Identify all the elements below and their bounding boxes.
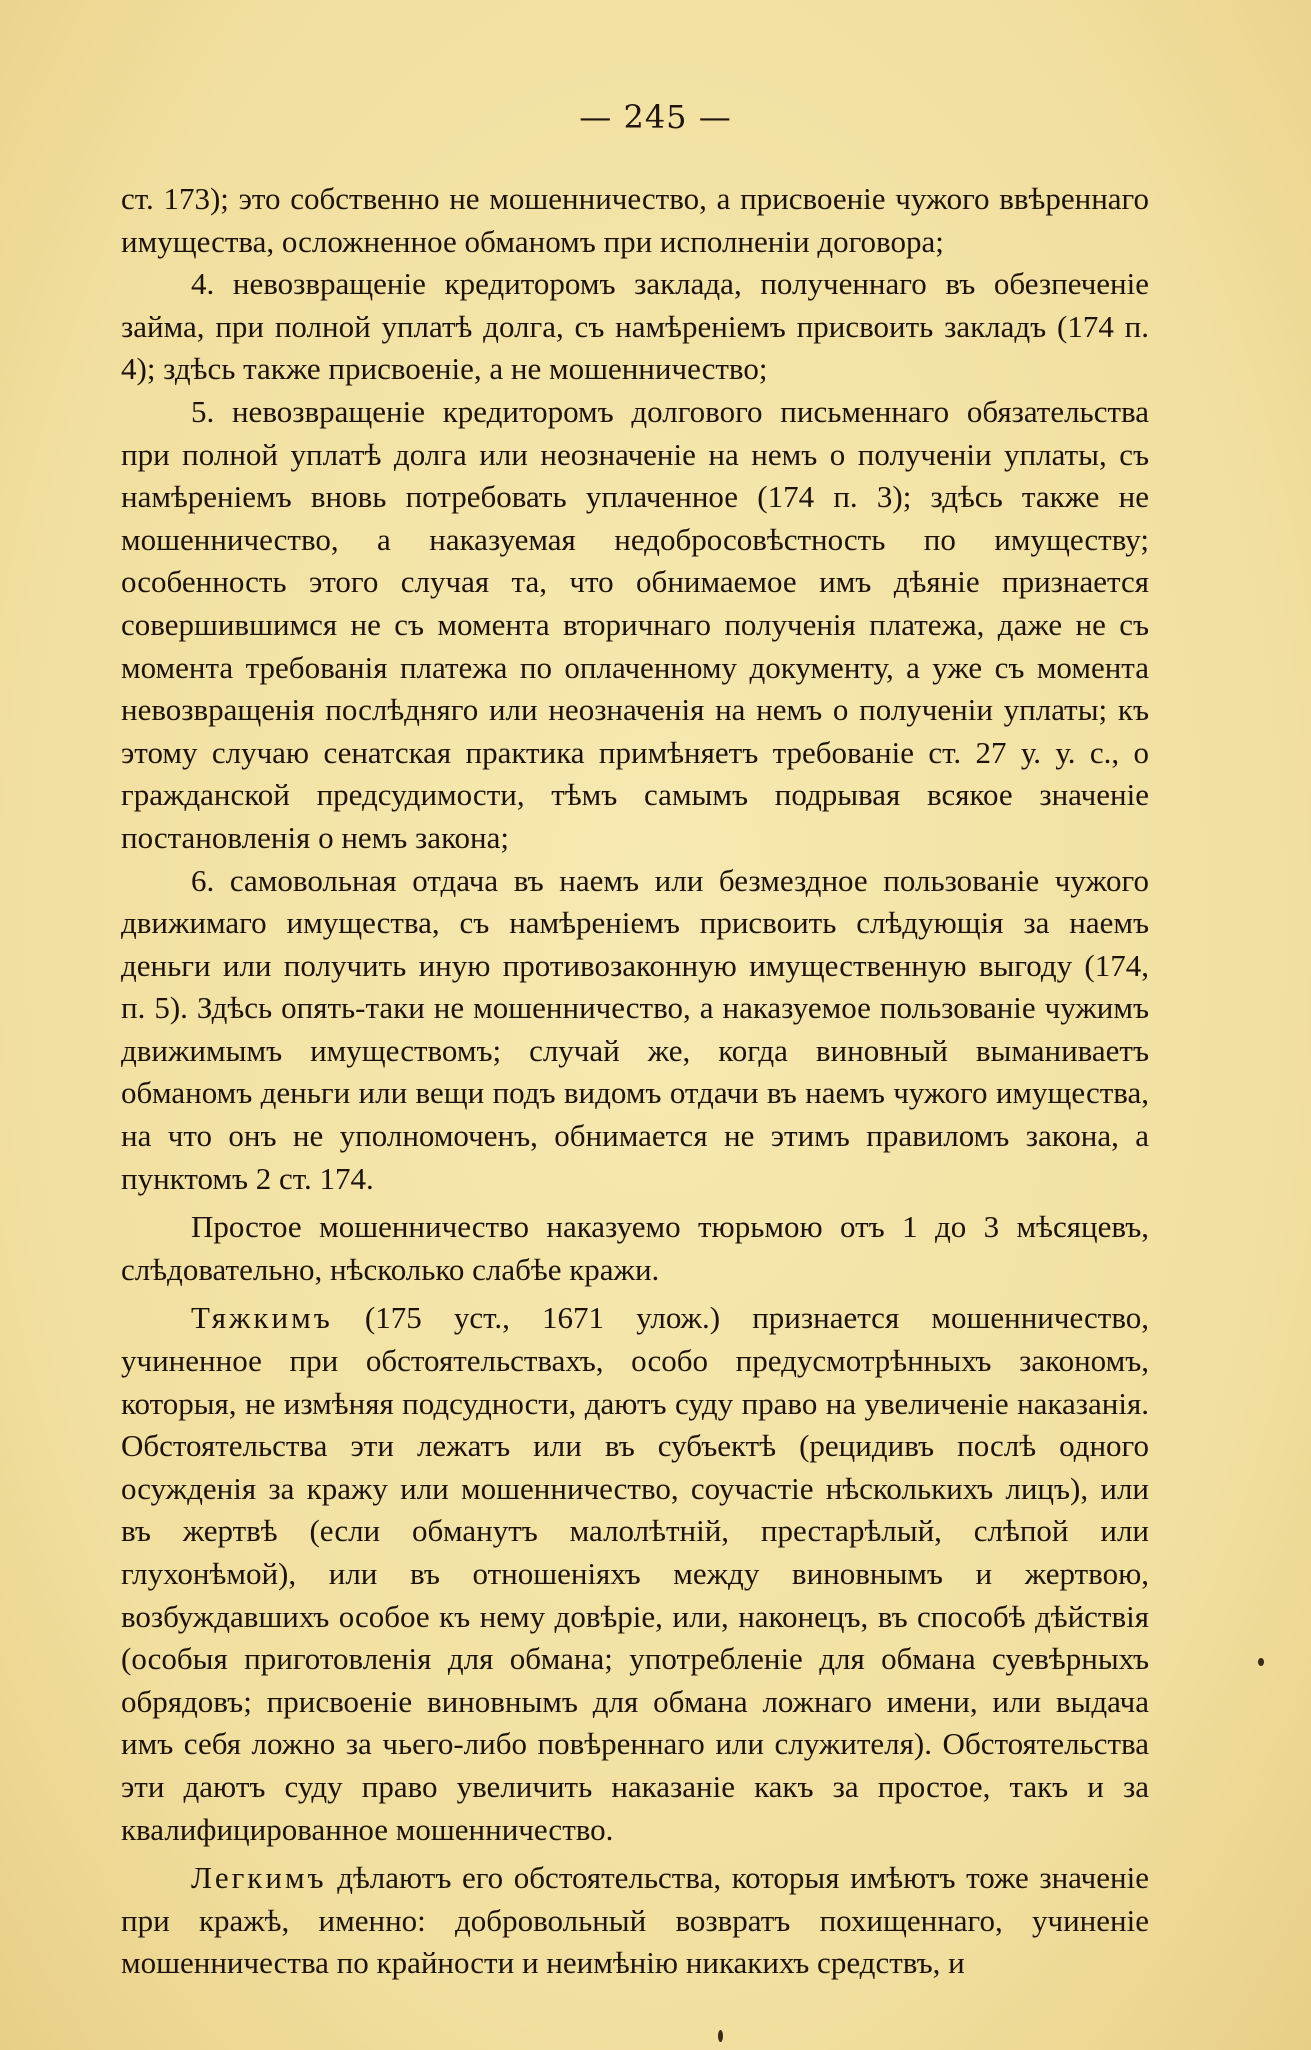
paragraph-item-6: 6. самовольная отдача въ наемъ или безмездное пользованіе чужого движимаго имущества, съ намѣреніемъ присвоить слѣдующія за наемъ деньги или получить иную противозаконную имущественную выгоду (174, п. 5). Здѣсь опять-таки не мошенничество, а наказуемое пользованіе чужимъ движимымъ имуществомъ; случай же, когда виновный выманиваетъ обманомъ деньги или вещи подъ видомъ отдачи въ наемъ чужого имущества, на что онъ не уполномоченъ, обнимается не этимъ правиломъ закона, а пунктомъ 2 ст. 174. [121, 862, 1149, 1196]
paragraph-item-4: 4. невозвращеніе кредиторомъ заклада, полученнаго въ обезпеченіе займа, при полной уплатѣ долга, съ намѣреніемъ присвоить закладъ (174 п. 4); здѣсь также присвоеніе, а не мошенничество; [121, 266, 1149, 387]
paragraph-mitigated-fraud [121, 1857, 1149, 1985]
paragraph-aggravated-text: (175 уст., 1671 улож.) признается мошенничество, учиненное при обстоятельствахъ, особо предусмотрѣнныхъ закономъ, которыя, не измѣняя подсудности, даютъ суду право на увеличеніе наказанія. Обстоятельства эти лежатъ или въ субъектѣ (рецидивъ послѣ одного осужденія за кражу или мошенничество, соучастіе нѣсколькихъ лицъ), или въ жертвѣ (если обманутъ малолѣтній, престарѣлый, слѣпой или глухонѣмой), или въ отношеніяхъ между виновнымъ и жертвою, возбуждавшихъ особое къ нему довѣріе, или, наконецъ, въ способѣ дѣйствія (особыя приготовленія для обмана; употребленіе для обмана суевѣрныхъ обрядовъ; присвоеніе виновнымъ для обмана ложнаго имени, или выдача имъ себя ложно за чьего-либо повѣреннаго или служителя). Обстоятельства эти даютъ суду право увеличить наказаніе какъ за простое, такъ и за квалифицированное мошенничество. [121, 1300, 1149, 1847]
paragraph-item-5: 5. невозвращеніе кредиторомъ долгового письменнаго обязательства при полной уплатѣ долга или неозначеніе на немъ о полученіи уплаты, съ намѣреніемъ вновь потребовать уплаченное (174 п. 3); здѣсь также не мошенничество, а наказуемая недобросовѣстность по имуществу; особенность этого случая та, что обнимаемое имъ дѣяніе признается совершившимся не съ момента вторичнаго полученія платежа, даже не съ момента требованія платежа по оплаченному документу, а уже съ момента невозвращенія послѣдняго или неозначенія на немъ о полученіи уплаты; къ этому случаю сенатская практика примѣняетъ требованіе ст. 27 у. у. с., о гражданской предсудимости, тѣмъ самымъ подрывая всякое значеніе постановленія о немъ закона; [121, 393, 1149, 855]
paragraph-mitigated-text: дѣлаютъ его обстоятельства, которыя имѣютъ тоже значеніе при кражѣ, именно: добровольный возвратъ похищеннаго, учиненіе мошенничества по крайности и неимѣнію никакихъ средствъ, и [121, 1860, 1149, 1981]
paragraph-continued: ст. 173); это собственно не мошенничество, а присвоеніе чужого ввѣреннаго имущества, осложненное обманомъ при исполненіи договора; [121, 181, 1149, 259]
page-number: — 245 — [579, 98, 732, 136]
body-text [121, 178, 1149, 1985]
paper-speck [1258, 1658, 1264, 1666]
term-mitigated: Легкимъ [191, 1860, 327, 1896]
paper-speck [718, 2030, 723, 2042]
term-aggravated: Тяжкимъ [191, 1300, 333, 1336]
paragraph-simple-fraud: Простое мошенничество наказуемо тюрьмою отъ 1 до 3 мѣсяцевъ, слѣдовательно, нѣсколько слабѣе кражи. [121, 1209, 1149, 1287]
paragraph-aggravated-fraud [121, 1297, 1149, 1851]
